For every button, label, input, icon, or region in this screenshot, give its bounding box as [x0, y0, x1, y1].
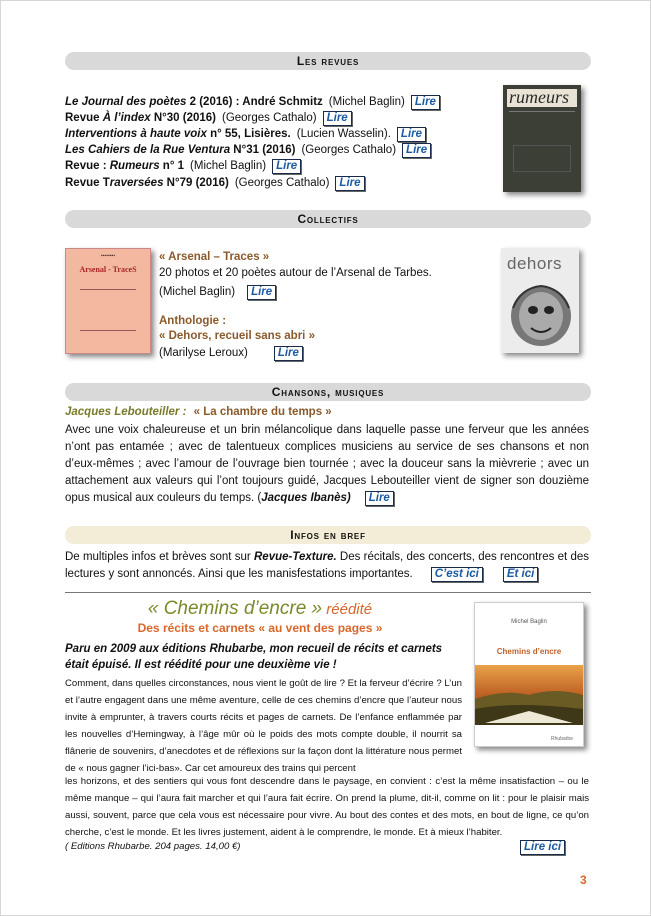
infos-link-2[interactable]: Et ici: [503, 567, 538, 582]
revue-issue: n° 55, Lisières.: [206, 128, 291, 140]
cover-rule: [509, 111, 575, 112]
rumeurs-cover: [503, 85, 581, 192]
revue-prefix: Revue: [65, 112, 103, 124]
revue-issue: 2 (2016) : André Schmitz: [186, 96, 323, 108]
chemins-cover-landscape: [475, 665, 583, 725]
revue-row: [65, 159, 301, 174]
revue-author: (Michel Baglin): [328, 96, 405, 108]
chemins-cover-author: Michel Baglin: [511, 619, 547, 625]
revue-lire-link[interactable]: Lire: [335, 176, 364, 191]
rumeurs-cover-title: rumeurs: [509, 87, 570, 107]
revue-author: (Georges Cathalo): [234, 177, 330, 189]
chemins-footer: ( Editions Rhubarbe. 204 pages. 14,00 €): [65, 841, 241, 852]
arsenal-desc: 20 photos et 20 poètes autour de l’Arsenal de Tarbes.: [159, 267, 432, 279]
revue-row: [65, 95, 440, 110]
infos-link-1[interactable]: C’est ici: [431, 567, 483, 582]
section-header-revues: Les revues: [65, 52, 591, 70]
anthologie-author: (Marilyse Leroux): [159, 347, 248, 359]
infos-body: [65, 549, 589, 583]
infos-revue: Revue-Texture.: [254, 551, 337, 563]
cover-frame: [513, 145, 571, 172]
revue-title: [65, 128, 291, 140]
divider: [65, 592, 591, 593]
revue-name: Interventions à haute voix: [65, 128, 207, 140]
section-header-infos: Infos en bref: [65, 526, 591, 544]
chemins-cover-title: Chemins d’encre: [496, 647, 562, 656]
chemins-cover: [474, 602, 584, 747]
chemins-reedite: réédité: [322, 601, 373, 618]
anthologie-label: Anthologie :: [159, 315, 227, 327]
chanson-artist: Jacques Lebouteiller :: [65, 406, 187, 418]
arsenal-author: (Michel Baglin): [159, 286, 236, 298]
dehors-cover: [501, 248, 579, 353]
revue-issue: N°30 (2016): [150, 112, 216, 124]
revue-lire-link[interactable]: Lire: [323, 111, 352, 126]
chemins-subtitle: Des récits et carnets « au vent des pages »: [137, 621, 383, 635]
arsenal-byline: [159, 285, 276, 300]
infos-text2: Des récitals, des concerts, des rencontres et des lectures y sont annoncés. Ainsi que les manisfestations importantes.: [65, 551, 589, 580]
revue-prefix: Revue :: [65, 160, 110, 172]
arsenal-cover-contents: [80, 289, 136, 331]
revue-issue: n° 1: [159, 160, 185, 172]
revue-title: [65, 144, 295, 156]
revue-issue: N°31 (2016): [230, 144, 296, 156]
arsenal-lire-link[interactable]: Lire: [247, 285, 276, 300]
revue-lire-link[interactable]: Lire: [402, 143, 431, 158]
chanson-lire-link[interactable]: Lire: [365, 491, 394, 506]
revue-name: Rumeurs: [109, 160, 160, 172]
chanson-body: [65, 422, 589, 507]
revue-row: [65, 143, 431, 158]
chemins-body: Comment, dans quelles circonstances, nous vient le goût de lire ? Et la ferveur d’écrire ? L’un et l’autre engagent dans une même aventure, celle de ces chemins d’encre que l’auteur nous invite à emprunter, à travers courts récits et pages de carnets. De l’enfance enflammée par les nouvelles d’Hemingway, à l’âge mûr où le poids des mots compte double, il nourrit sa flânerie de souvenirs, d’anecdotes et de réflexions sur la façon dont la littérature nous permet de « nous gagner l’ici-bas». Car cet amoureux des trains qui percent: [65, 678, 462, 774]
chemins-title-line: [65, 598, 455, 620]
chemins-body2: les horizons, et des sentiers qui vous font descendre dans le paysage, en convient : c’est la même insatisfaction – ou le même manque – qui l’aura fait marcher et qui l’aura fait écrire. On prend la plume, dit-il, comme on lit : pour le plaisir mais aussi, souvent, parce que cela vous est nécessaire pour vivre. Au bout des contes et des mots, en bout de ligne, ce qu’on cherche, c’est le monde. Et les livres justement, aident à le comprendre, le monde. Et à mieux l’habiter.: [65, 776, 589, 838]
revue-name: Le Journal des poètes: [65, 96, 187, 108]
revue-title: [65, 160, 184, 172]
dehors-cover-illustration: [501, 248, 579, 353]
arsenal-cover-small-text: ▪▪▪▪▪▪▪▪: [100, 253, 116, 259]
chanson-text: Avec une voix chaleureuse et un brin mélancolique dans laquelle passe une ferveur que les années n’ont pas entamée ; avec de talentueux complices musiciens au service de ses chansons et non d’eux-mêmes ; avec l’amour de l’ouvrage bien tournée ; avec la douceur sans la mièvrerie ; avec un attachement aux valeurs qui l’ont toujours guidé, Jacques Lebouteiller vient de signer son douzième opus musical aux couleurs du temps. (: [65, 424, 589, 504]
revue-author: (Georges Cathalo): [221, 112, 317, 124]
arsenal-title: « Arsenal – Traces »: [159, 251, 270, 263]
arsenal-cover-title: Arsenal - TraceS: [79, 265, 137, 274]
chemins-lead: Paru en 2009 aux éditions Rhubarbe, mon recueil de récits et carnets était épuisé. Il est réédité pour une deuxième vie !: [65, 643, 443, 671]
revue-row: [65, 176, 365, 191]
chemins-link-wrap: [520, 837, 565, 855]
revue-title: [65, 112, 216, 124]
chemins-title: « Chemins d’encre »: [147, 598, 323, 619]
revue-lire-link[interactable]: Lire: [411, 95, 440, 110]
revue-issue: N°79 (2016): [163, 177, 229, 189]
revue-row: [65, 111, 352, 126]
chemins-cover-publisher: Rhubarbe: [551, 736, 573, 742]
revue-row: [65, 127, 426, 142]
revue-lire-link[interactable]: Lire: [272, 159, 301, 174]
anthologie-title: « Dehors, recueil sans abri »: [159, 330, 315, 342]
chanson-heading: [65, 406, 332, 418]
revue-author: (Lucien Wasselin).: [296, 128, 391, 140]
section-header-collectifs: Collectifs: [65, 210, 591, 228]
chemins-lire-link[interactable]: Lire ici: [520, 840, 565, 855]
revue-author: (Georges Cathalo): [301, 144, 397, 156]
infos-text1: De multiples infos et brèves sont sur: [65, 551, 254, 563]
revue-name: Les Cahiers de la Rue Ventura: [65, 144, 231, 156]
chanson-signature: Jacques Ibanès): [261, 492, 351, 504]
arsenal-cover: [65, 248, 151, 354]
page-number: 3: [580, 873, 587, 887]
revue-name: raversées: [109, 177, 164, 189]
anthologie-lire-link[interactable]: Lire: [274, 346, 303, 361]
revue-author: (Michel Baglin): [190, 160, 267, 172]
section-header-chansons: Chansons, musiques: [65, 383, 591, 401]
revue-prefix: Revue T: [65, 177, 110, 189]
revue-title: [65, 177, 229, 189]
revue-lire-link[interactable]: Lire: [397, 127, 426, 142]
revue-name: À l’index: [102, 112, 151, 124]
revue-title: [65, 96, 323, 108]
chanson-title: « La chambre du temps »: [193, 406, 332, 418]
dehors-cover-title: dehors: [507, 254, 562, 273]
anthologie-byline: [159, 346, 303, 361]
